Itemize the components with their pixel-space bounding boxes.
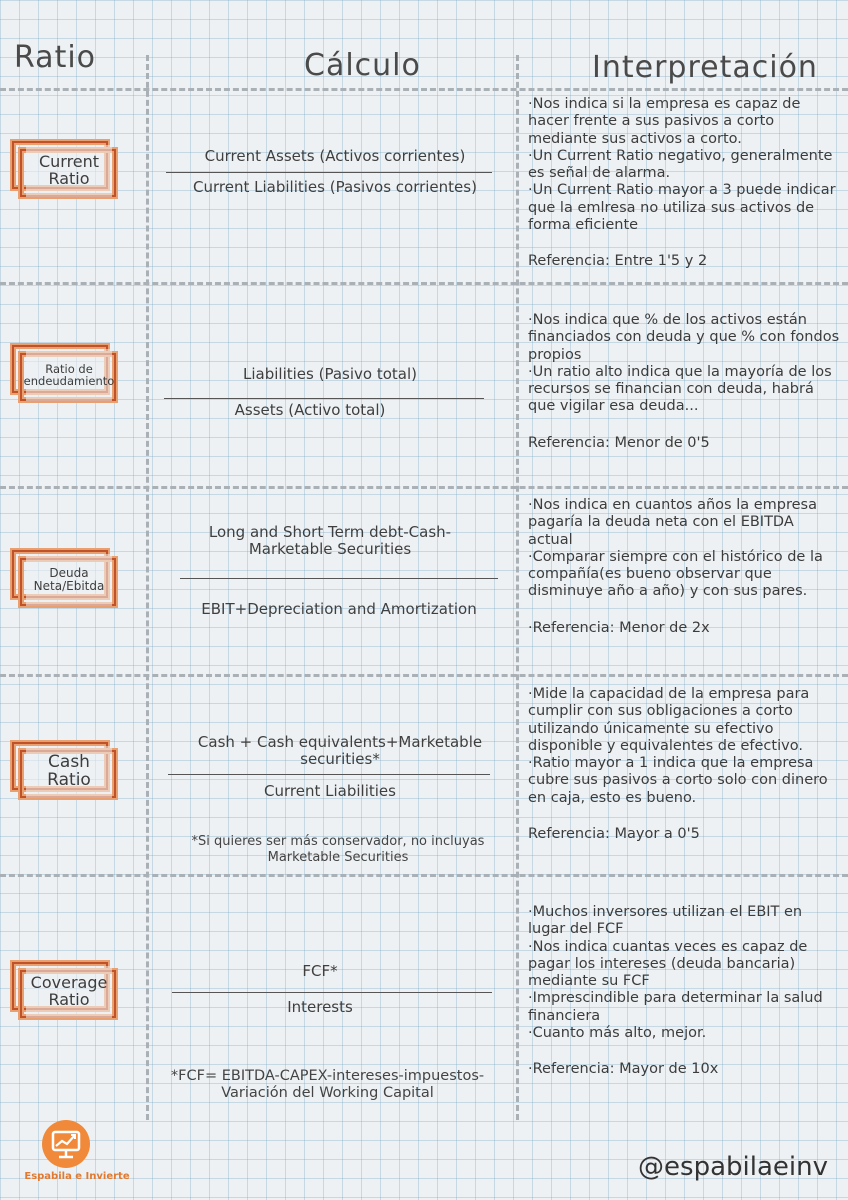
- interpretation-block: [528, 96, 842, 270]
- formula-denominator: Assets (Activo total): [234, 401, 386, 419]
- interpretation-point: ·Ratio mayor a 1 indica que la empresa cubre sus pasivos a corto solo con dinero en caja, esto es bueno.: [528, 755, 828, 806]
- interpretation-point: ·Comparar siempre con el histórico de la compañía(es bueno observar que disminuye año a año) y con sus pares.: [528, 548, 823, 600]
- reference-value: ·Referencia: Menor de 2x: [528, 619, 710, 636]
- interpretation-point: ·Nos indica que % de los activos están financiados con deuda y que % con fondos propios: [528, 312, 840, 363]
- interpretation-point: ·Nos indica si la empresa es capaz de hacer frente a sus pasivos a corto mediante sus activos a corto.: [528, 96, 801, 147]
- fraction-line: [168, 774, 490, 775]
- social-handle: @espabilaeinv: [638, 1152, 828, 1182]
- interpretation-point: ·Un Current Ratio mayor a 3 puede indicar que la emlresa no utiliza sus activos de forma eficiente: [528, 182, 836, 233]
- interpretation-point: ·Un Current Ratio negativo, generalmente es señal de alarma.: [528, 147, 833, 181]
- interpretation-block: [528, 904, 842, 1078]
- formula-denominator: Current Liabilities: [264, 782, 396, 800]
- header-ratio: Ratio: [14, 40, 97, 75]
- ratio-name: Current Ratio: [26, 145, 112, 197]
- reference-value: Referencia: Entre 1'5 y 2: [528, 253, 708, 269]
- formula-numerator: Current Assets (Activos corrientes): [204, 147, 466, 165]
- chart-monitor-icon: [42, 1120, 90, 1168]
- formula-numerator: Cash + Cash equivalents+Marketable securities*: [197, 733, 483, 769]
- interpretation-point: ·Imprescindible para determinar la salud financiera: [528, 990, 823, 1024]
- formula-numerator: FCF*: [302, 962, 338, 980]
- column-divider: [516, 55, 519, 1120]
- formula-note: *FCF= EBITDA-CAPEX-intereses-impuestos-Variación del Working Capital: [170, 1068, 485, 1102]
- header-calculo: Cálculo: [304, 48, 421, 83]
- ratio-badge-coverage: [12, 962, 120, 1020]
- interpretation-block: [528, 686, 842, 843]
- interpretation-point: ·Un ratio alto indica que la mayoría de los recursos se financian con deuda, habrá que vigilar esa deuda...: [528, 363, 832, 415]
- ratio-badge-current: [12, 141, 120, 199]
- fraction-line: [172, 992, 492, 993]
- interpretation-point: ·Cuanto más alto, mejor.: [528, 1024, 707, 1041]
- column-divider: [146, 55, 149, 1120]
- ratio-badge-deuda-neta-ebitda: [12, 550, 120, 608]
- row-divider: [0, 674, 848, 677]
- reference-value: Referencia: Mayor a 0'5: [528, 825, 700, 842]
- interpretation-block: [528, 312, 842, 452]
- interpretation-block: [528, 497, 842, 637]
- fraction-line: [166, 172, 492, 173]
- ratio-name: Deuda Neta/Ebitda: [26, 554, 112, 606]
- formula-numerator: Long and Short Term debt-Cash-Marketable Securities: [208, 523, 452, 559]
- formula-denominator: Interests: [287, 998, 353, 1016]
- interpretation-point: ·Mide la capacidad de la empresa para cumplir con sus obligaciones a corto utilizando únicamente su efectivo disponible y equivalentes de efectivo.: [528, 686, 810, 754]
- interpretation-point: ·Muchos inversores utilizan el EBIT en lugar del FCF: [528, 904, 803, 938]
- row-divider: [0, 282, 848, 285]
- fraction-line: [164, 398, 484, 399]
- ratio-name: Cash Ratio: [26, 746, 112, 798]
- interpretation-point: ·Nos indica en cuantos años la empresa pagaría la deuda neta con el EBITDA actual: [528, 497, 817, 548]
- row-divider: [0, 874, 848, 877]
- formula-denominator: EBIT+Depreciation and Amortization: [201, 600, 477, 618]
- header-interpretacion: Interpretación: [592, 50, 818, 85]
- ratio-badge-endeudamiento: [12, 345, 120, 403]
- brand-logo: [24, 1120, 130, 1190]
- row-divider: [0, 486, 848, 489]
- row-divider: [0, 88, 848, 91]
- fraction-line: [180, 578, 498, 579]
- ratio-badge-cash: [12, 742, 120, 800]
- ratio-name: Ratio de endeudamiento: [26, 349, 112, 401]
- reference-value: ·Referencia: Mayor de 10x: [528, 1061, 719, 1077]
- formula-note: *Si quieres ser más conservador, no incluyas Marketable Securities: [191, 834, 485, 865]
- ratio-name: Coverage Ratio: [26, 966, 112, 1018]
- reference-value: Referencia: Menor de 0'5: [528, 434, 710, 451]
- interpretation-point: ·Nos indica cuantas veces es capaz de pagar los intereses (deuda bancaria) mediante su FCF: [528, 938, 808, 989]
- formula-numerator: Liabilities (Pasivo total): [243, 365, 417, 383]
- brand-name: Espabila e Invierte: [24, 1171, 130, 1182]
- formula-denominator: Current Liabilities (Pasivos corrientes): [193, 178, 477, 196]
